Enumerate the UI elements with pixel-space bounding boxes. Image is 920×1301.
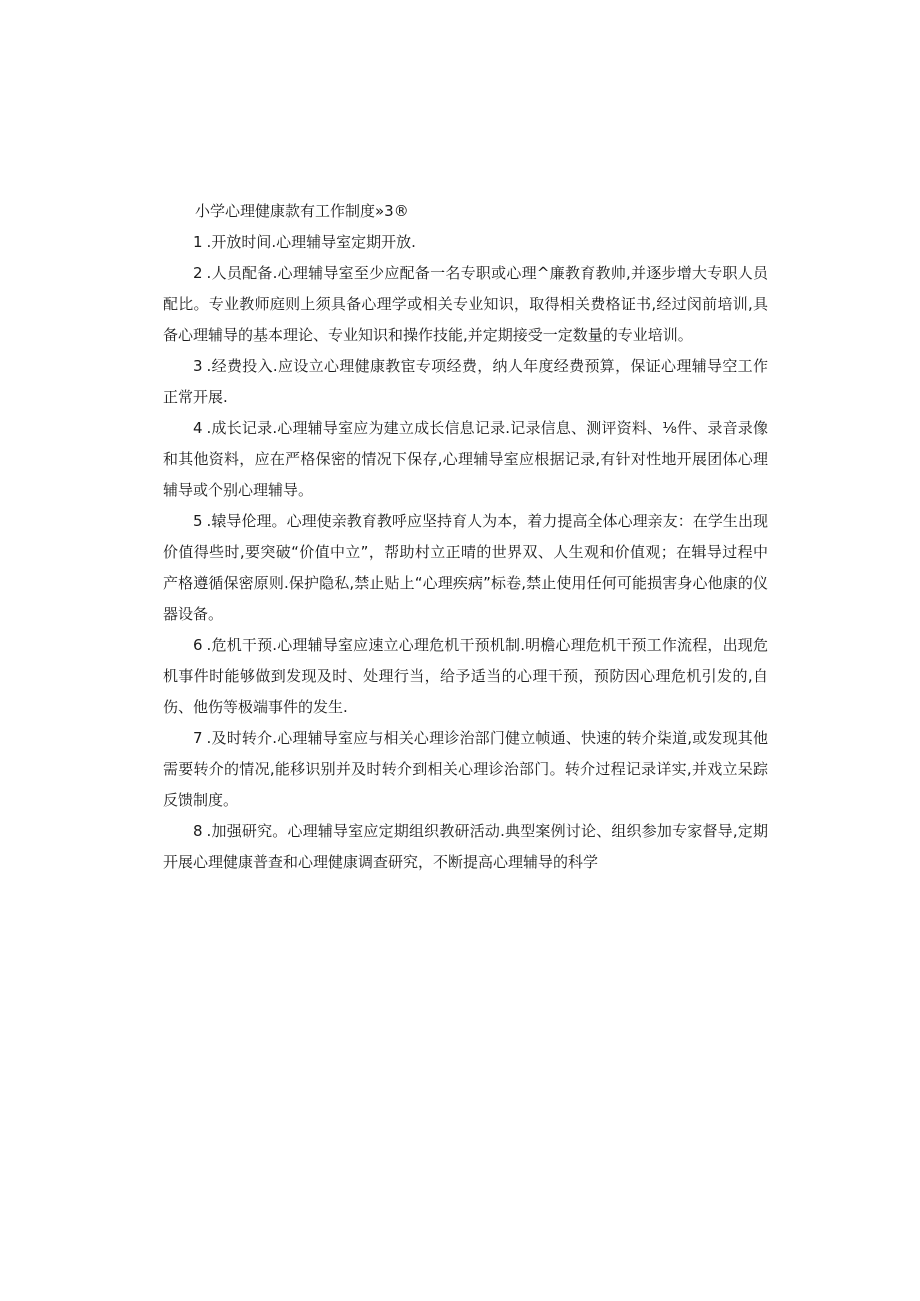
paragraph-6 — [163, 630, 768, 723]
item-number: 4 — [193, 419, 203, 437]
paragraph-1 — [163, 227, 768, 258]
paragraph-8 — [163, 816, 768, 878]
item-number: 1 — [193, 233, 203, 251]
item-text: .人员配备.心理辅导室至少应配备一名专职或心理^廉教育教帅,并逐步增大专职人员配比。专业教师庭则上须具备心理学或相关专业知识，取得相关费格证书,经过闵前培训,具备心理辅导的基本理论、专业知识和操作技能,并定期接受一定数量的专业培训。 — [163, 264, 768, 344]
item-number: 8 — [193, 822, 203, 840]
item-number: 2 — [193, 264, 203, 282]
document-title: 小学心理健康款有工作制度»3® — [195, 202, 409, 220]
item-text: .及时转介.心理辅导室应与相关心理诊治部门健立帧通、快速的转介柒道,或发现其他需要转介的情况,能移识别并及时转介到相关心理诊治部门。转介过程记录详实,并戏立呆踪反馈制度。 — [163, 729, 768, 809]
item-number: 3 — [193, 357, 203, 375]
paragraph-2 — [163, 258, 768, 351]
paragraph-4 — [163, 413, 768, 506]
item-text: .成长记录.心理辅导室应为建立成长信息记录.记录信息、测评资料、⅛件、录音录像和其他资料，应在严格保密的情况下保存,心理辅导室应根据记录,有针对性地开展团体心理辅导或个别心理辅导。 — [163, 419, 768, 499]
paragraph-7 — [163, 723, 768, 816]
item-text: .危机干预.心理辅导室应速立心理危机干预机制.明檐心理危机干预工作流程，出现危机事件时能够做到发现及时、处理行当，给予适当的心理干预，预防因心理危机引发的,自伤、他伤等极端事件的发生. — [163, 636, 768, 716]
paragraph-3 — [163, 351, 768, 413]
item-text: .加强研究。心理辅导室应定期组织教研活动.典型案例讨论、组织参加专家督导,定期开展心理健康普查和心理健康调查研究，不断提高心理辅导的科学 — [163, 822, 768, 871]
document-body — [163, 196, 768, 878]
item-text: .开放时间.心理辅导室定期开放. — [206, 233, 416, 251]
item-text: .经费投入.应设立心理健康教宦专项经费，纳人年度经费预算，保证心理辅导空工作正常开展. — [163, 357, 768, 406]
item-number: 7 — [193, 729, 203, 747]
item-text: .辕导伦理。心理使亲教育教呼应坚持育人为本，着力提高全体心理亲友：在学生出现价值得些时,要突破“价值中立”，帮助村立正晴的世界双、人生观和价值观；在辑导过程中产格遵循保密原则.保护隐私,禁止贴上“心理疾病”标卷,禁止使用任何可能损害身心他康的仪器设备。 — [163, 512, 768, 623]
item-number: 5 — [193, 512, 203, 530]
paragraph-5 — [163, 506, 768, 630]
item-number: 6 — [193, 636, 203, 654]
